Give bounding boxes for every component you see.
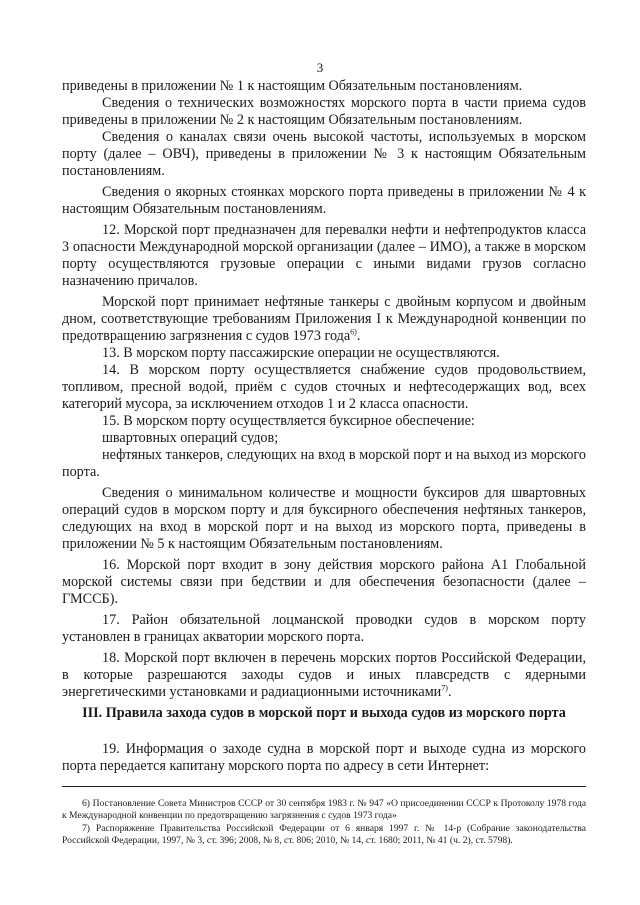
paragraph: приведены в приложении № 1 к настоящим Обязательным постановлениям.	[62, 78, 523, 94]
footnote-ref: 6)	[350, 327, 357, 337]
document-body	[62, 78, 586, 701]
footnote: 6) Постановление Совета Министров СССР от 30 сентября 1983 г. № 947 «О присоединении СССР к Протоколу 1978 года к Международной конвенции по предотвращению загрязнения с судов 1973 года»	[62, 798, 586, 821]
paragraph: Морской порт принимает нефтяные танкеры с двойным корпусом и двойным дном, соответствующие требованиям Приложения I к Международной конвенции по предотвращению загрязнения с судов 1973 года$^{6)}$.	[62, 294, 586, 344]
footnote-divider	[62, 786, 586, 787]
paragraph: Сведения о технических возможностях морского порта в части приема судов приведены в приложении № 2 к настоящим Обязательным постановлениям.	[62, 95, 586, 128]
footnotes	[62, 798, 586, 848]
paragraph: 17. Район обязательной лоцманской проводки судов в морском порту установлен в границах акватории морского порта.	[62, 612, 586, 645]
paragraph: швартовных операций судов;	[102, 430, 279, 446]
paragraph-text: 18. Морской порт включен в перечень морских портов Российской Федерации, в которые разрешаются заходы судов и иных плавсредств с ядерными энергетическими установками и радиационными источниками	[62, 650, 586, 700]
section-body	[62, 741, 586, 775]
footnote: 7) Распоряжение Правительства Российской Федерации от 6 января 1997 г. № 14-р (Собрание законодательства Российской Федерации, 1997, № 3, ст. 396; 2008, № 8, ст. 806; 2010, № 14, ст. 1680; 2011, № 41 (ч. 2), ст. 5798).	[62, 823, 586, 846]
paragraph: 18. Морской порт включен в перечень морских портов Российской Федерации, в которые разрешаются заходы судов и иных плавсредств с ядерными энергетическими установками и радиационными источниками$^{7)}$.	[62, 650, 586, 700]
paragraph: 19. Информация о заходе судна в морской порт и выходе судна из морского порта передается капитану морского порта по адресу в сети Интернет:	[62, 741, 586, 774]
paragraph: Сведения о якорных стоянках морского порта приведены в приложении № 4 к настоящим Обязательным постановлениям.	[62, 184, 586, 217]
section-heading: III. Правила захода судов в морской порт и выхода судов из морского порта	[82, 705, 566, 721]
paragraph: Сведения о каналах связи очень высокой частоты, используемых в морском порту (далее – ОВЧ), приведены в приложении № 3 к настоящим Обязательным постановлениям.	[62, 129, 586, 179]
paragraph: 15. В морском порту осуществляется буксирное обеспечение:	[102, 413, 475, 429]
paragraph-text: Морской порт принимает нефтяные танкеры с двойным корпусом и двойным дном, соответствующие требованиям Приложения I к Международной конвенции по предотвращению загрязнения с судов 1973 года	[62, 294, 586, 344]
paragraph: 12. Морской порт предназначен для перевалки нефти и нефтепродуктов класса 3 опасности Международной морской организации (далее – ИМО), а также в морском порту осуществляются грузовые операции с иными видами грузов согласно назначению причалов.	[62, 222, 586, 289]
footnote-ref: 7)	[441, 683, 448, 693]
paragraph: Сведения о минимальном количестве и мощности буксиров для швартовных операций судов в морском порту и для буксирного обеспечения нефтяных танкеров, следующих на вход в морской порт и на выход из морского порта, приведены в приложении № 5 к настоящим Обязательным постановлениям.	[62, 485, 586, 552]
paragraph: 13. В морском порту пассажирские операции не осуществляются.	[102, 345, 500, 361]
page-number: 3	[316, 60, 324, 75]
paragraph: нефтяных танкеров, следующих на вход в морской порт и на выход из морского порта.	[62, 447, 586, 480]
paragraph: 16. Морской порт входит в зону действия морского района А1 Глобальной морской системы связи при бедствии и для обеспечения безопасности (далее – ГМССБ).	[62, 557, 586, 607]
paragraph: 14. В морском порту осуществляется снабжение судов продовольствием, топливом, пресной водой, приём с судов сточных и нефтесодержащих вод, всех категорий мусора, за исключением отходов 1 и 2 класса опасности.	[62, 362, 586, 412]
